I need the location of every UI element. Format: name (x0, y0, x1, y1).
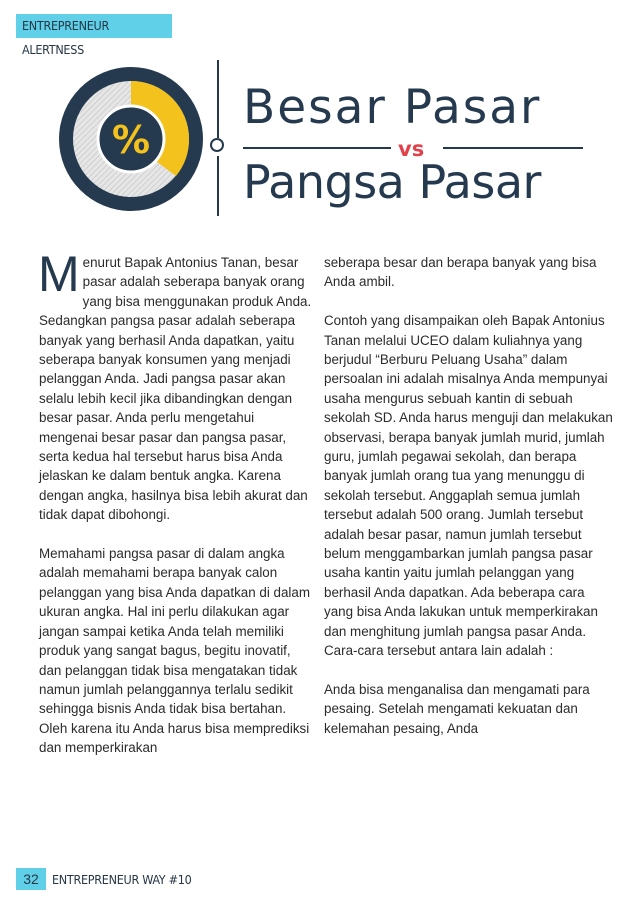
divider-dot (210, 138, 224, 152)
drop-cap: M (38, 246, 80, 302)
title-line-1: Besar Pasar (243, 80, 542, 135)
page-number: 32 (16, 868, 46, 890)
paragraph: Menurut Bapak Antonius Tanan, besar pasar adalah seberapa banyak orang yang bisa menggunakan produk Anda. Sedangkan pangsa pasar adalah seberapa banyak yang berhasil Anda dapatkan, yaitu seberapa banyak konsumen yang menjadi pelanggan Anda. Jadi pangsa pasar akan selalu lebih kecil jika dibandingkan dengan besar pasar. Anda perlu mengetahui mengenai besar pasar dan pangsa pasar, serta kedua hal tersebut harus bisa Anda jelaskan ke dalam bentuk angka. Karena dengan angka, hasilnya bisa lebih akurat dan tidak dapat dibohongi. (38, 246, 312, 523)
title-line-2: Pangsa Pasar (243, 155, 541, 209)
paragraph: Anda bisa menganalisa dan mengamati para pesaing. Setelah mengamati kekuatan dan kelemahan pesaing, Anda (324, 681, 590, 736)
paragraph: Contoh yang disampaikan oleh Bapak Antonius Tanan melalui UCEO dalam kuliahnya yang berjudul “Berburu Peluang Usaha” dalam persoalan ini adalah misalnya Anda mempunyai usaha mengurus sebuah kantin di sebuah sekolah SD. Anda harus menguji dan melakukan observasi, berapa banyak jumlah murid, jumlah guru, jumlah pegawai sekolah, dan berapa banyak jumlah orang tua yang menunggu di sekolah tersebut. Anggaplah semua jumlah tersebut adalah 500 orang. Jumlah tersebut adalah besar pasar, namun jumlah tersebut belum menggambarkan jumlah pangsa pasar usaha kantin yaitu jumlah pelanggan yang berhasil Anda dapatkan. Ada beberapa cara yang bisa Anda lakukan untuk memperkirakan dan menghitung jumlah pangsa pasar Anda. Cara-cara tersebut antara lain adalah : (324, 313, 613, 659)
percent-donut-icon (58, 66, 204, 212)
title-rule-right (443, 147, 583, 149)
divider-vertical-bottom (217, 156, 219, 216)
title-vs: vs (398, 137, 425, 161)
title-rule-left (243, 147, 391, 149)
article-column-right (324, 253, 614, 738)
svg-text:%: % (111, 118, 151, 162)
paragraph: seberapa besar dan berapa banyak yang bisa Anda ambil. (324, 255, 597, 290)
section-tag: ENTREPRENEUR ALERTNESS (16, 14, 172, 38)
divider-vertical-top (217, 60, 219, 138)
paragraph: Memahami pangsa pasar di dalam angka adalah memahami berapa banyak calon pelanggan yang bisa Anda dapatkan di dalam ukuran angka. Hal ini perlu dilakukan agar jangan sampai ketika Anda telah memiliki produk yang sangat bagus, begitu inovatif, dan pelanggan tidak bisa mengatakan tidak namun jumlah pelanggannya terlalu sedikit sehingga bisnis Anda tidak bisa bertahan. Oleh karena itu Anda harus bisa memprediksi dan memperkirakan (39, 546, 311, 756)
article-column-left (38, 246, 314, 758)
magazine-title: ENTREPRENEUR WAY #10 (52, 872, 192, 887)
